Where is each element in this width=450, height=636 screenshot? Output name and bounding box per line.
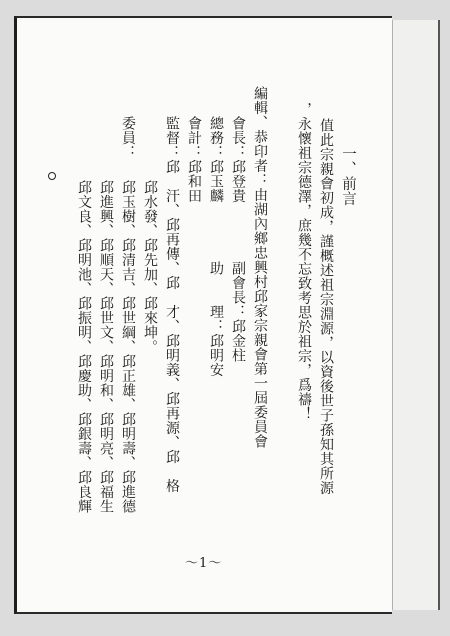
- page-number: ～1～: [185, 556, 223, 571]
- document-page: [14, 16, 392, 614]
- adjacent-page-edge: [392, 20, 440, 610]
- circle-mark: [48, 172, 56, 180]
- committee-member-line: 邱水發、邱先加、邱來坤。: [142, 180, 158, 354]
- section-heading: 一、前言: [340, 146, 356, 206]
- chairman-line: 會長：邱登貴 副會長：邱金柱: [230, 116, 246, 363]
- preface-line: ，永懷祖宗德澤，庶幾不忘致考思於祖宗，爲禱！: [296, 102, 312, 421]
- accounting-line: 會計：邱和田: [186, 116, 202, 203]
- preface-line: 值此宗親會初成，謹概述祖宗淵源，以資後世子孫知其所源: [318, 118, 334, 495]
- committee-member-line: 邱文良、邱明池、邱振明、邱慶助、邱銀壽、邱良輝: [76, 180, 92, 514]
- editor-line: 編輯、恭印者：由湖內鄉忠興村邱家宗親會第一屆委員會: [252, 86, 268, 449]
- general-affairs-line: 總務：邱玉麟 助 理：邱明安: [208, 116, 224, 377]
- supervisor-line: 監督：邱 汗、邱再傳、邱 才、邱明義、邱再源、邱 格: [164, 116, 180, 493]
- committee-member-line: 邱玉樹、邱清吉、邱世綱、邱正雄、邱明壽、邱進德: [120, 180, 136, 514]
- committee-member-line: 邱進興、邱順天、邱世文、邱明和、邱明亮、邱福生: [98, 180, 114, 514]
- committee-label: 委員：: [120, 116, 136, 160]
